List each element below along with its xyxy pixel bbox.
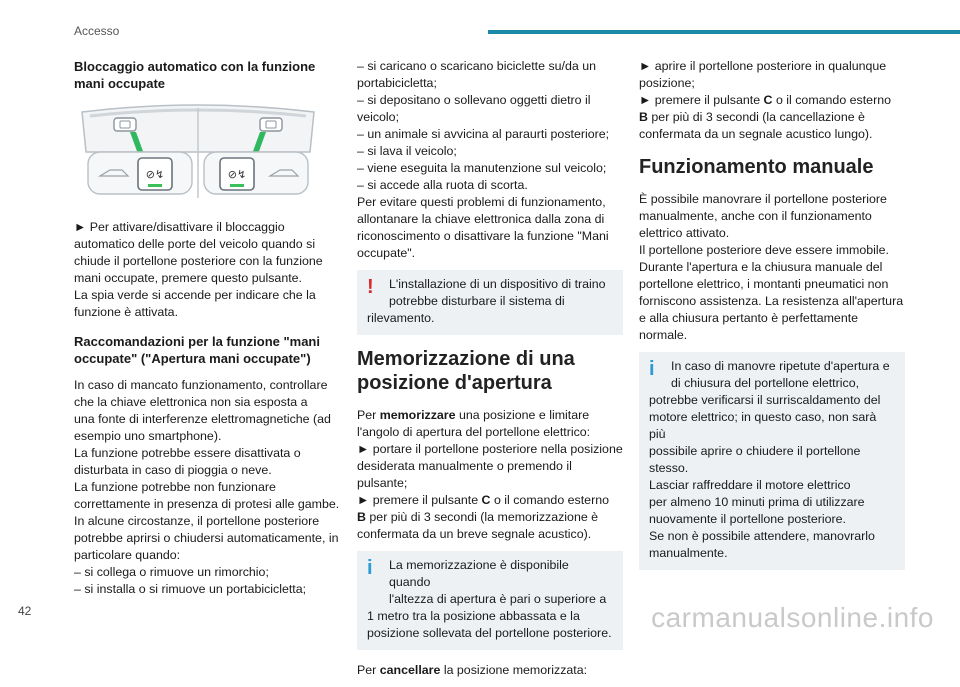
text-line: occupate". xyxy=(357,246,416,260)
text-line: Durante l'apertura e la chiusura manuale del xyxy=(639,260,883,274)
text-line: – si collega o rimuove un rimorchio; xyxy=(74,565,269,579)
text-line: L'installazione di un dispositivo di traino xyxy=(389,277,606,291)
text-line: funzione è attivata. xyxy=(74,305,179,319)
paragraph-cancel xyxy=(357,662,623,679)
text-line: confermata da un breve segnale acustico). xyxy=(357,527,592,541)
column-3 xyxy=(639,58,905,582)
paragraph-memorize xyxy=(357,407,623,543)
text-fragment: Per xyxy=(357,663,377,677)
text-line: forniscono assistenza. La resistenza all'apertura xyxy=(639,294,904,308)
text-line: automatico delle porte del veicolo quando si xyxy=(74,237,316,251)
text-line: normale. xyxy=(639,328,688,342)
heading-recommendations: Raccomandazioni per la funzione "mani occupate" ("Apertura mani occupate") xyxy=(74,334,320,366)
text-line xyxy=(357,492,623,509)
tailgate-illustration xyxy=(74,102,342,203)
text-line xyxy=(357,509,623,526)
paragraph-manual xyxy=(639,191,905,344)
text-line: nuovamente il portellone posteriore. xyxy=(649,512,846,526)
text-line: disturbata in caso di pioggia o neve. xyxy=(74,463,272,477)
text-line: portellone elettrico, i montanti pneumatici non xyxy=(639,277,889,291)
text-fragment: o il comando esterno xyxy=(775,93,891,107)
header-accent-bar xyxy=(488,30,960,34)
bold-term: memorizzare xyxy=(379,408,456,422)
paragraph-recommendations xyxy=(74,377,342,598)
text-fragment: ► premere il pulsante xyxy=(357,493,479,507)
bold-term: C xyxy=(481,493,491,507)
text-line: di chiusura del portellone elettrico, xyxy=(671,376,860,390)
text-line: possibile aprire o chiudere il portellone xyxy=(649,444,861,458)
text-line: una fonte di interferenze elettromagnetiche (ad xyxy=(74,412,331,426)
text-fragment: per più di 3 secondi (la memorizzazione è xyxy=(369,510,599,524)
text-line: particolare quando: xyxy=(74,548,181,562)
paragraph-cancel-steps xyxy=(639,58,905,143)
heading-memorize-position: Memorizzazione di una posizione d'apertura xyxy=(357,348,575,394)
text-line xyxy=(639,109,905,126)
text-line: rilevamento. xyxy=(367,311,435,325)
text-line: elettrico attivato. xyxy=(639,226,730,240)
text-line: motore elettrico; in questo caso, non sarà più xyxy=(649,410,877,441)
text-line: potrebbe aprirsi o chiudersi automaticamente, in xyxy=(74,531,339,545)
warning-icon: ! xyxy=(367,276,374,298)
text-line xyxy=(639,92,905,109)
bold-term: B xyxy=(639,110,648,124)
text-fragment: Per xyxy=(357,408,377,422)
text-line: riconoscimento o disattivare la funzione "Mani xyxy=(357,229,609,243)
text-fragment: la posizione memorizzata: xyxy=(443,663,588,677)
info-icon: i xyxy=(649,358,655,380)
column-2 xyxy=(357,58,623,687)
text-line: La funzione potrebbe non funzionare xyxy=(74,480,276,494)
list-item: – si depositano o sollevano oggetti dietro il xyxy=(357,93,591,107)
text-line: Il portellone posteriore deve essere immobile. xyxy=(639,243,890,257)
text-line: potrebbe disturbare il sistema di xyxy=(389,294,565,308)
info-box-overheat xyxy=(639,352,905,570)
text-fragment: ► premere il pulsante xyxy=(639,93,761,107)
text-line: 1 metro tra la posizione abbassata e la xyxy=(367,609,580,623)
page-number: 42 xyxy=(18,604,32,618)
text-line: che la chiave elettronica non sia esposta a xyxy=(74,395,308,409)
text-line: In caso di mancato funzionamento, controllare xyxy=(74,378,328,392)
text-line: ► portare il portellone posteriore nella posizione xyxy=(357,442,623,456)
text-fragment: o il comando esterno xyxy=(493,493,609,507)
text-line: desiderata manualmente o premendo il pulsante; xyxy=(357,459,572,490)
list-item: veicolo; xyxy=(357,110,400,124)
list-item: – si accede alla ruota di scorta. xyxy=(357,178,528,192)
text-line: allontanare la chiave elettronica dalla zona di xyxy=(357,212,605,226)
text-line: mani occupate, premere questo pulsante. xyxy=(74,271,302,285)
heading-manual-operation: Funzionamento manuale xyxy=(639,156,874,178)
text-line: posizione; xyxy=(639,76,695,90)
text-line xyxy=(357,407,623,424)
text-line: In alcune circostanze, il portellone posteriore xyxy=(74,514,320,528)
warning-box xyxy=(357,270,623,335)
text-line: l'angolo di apertura del portellone elettrico: xyxy=(357,425,591,439)
text-line: – si installa o si rimuove un portabicicletta; xyxy=(74,582,307,596)
list-item: portabicicletta; xyxy=(357,76,437,90)
text-line: l'altezza di apertura è pari o superiore a xyxy=(389,592,607,606)
text-line: ► Per attivare/disattivare il bloccaggio xyxy=(74,220,285,234)
list-item: – un animale si avvicina al paraurti posteriore; xyxy=(357,127,610,141)
bold-term: C xyxy=(763,93,773,107)
info-icon: i xyxy=(367,557,373,579)
text-line: posizione sollevata del portellone posteriore. xyxy=(367,626,612,640)
text-line: stesso. xyxy=(649,461,689,475)
text-line: Per evitare questi problemi di funzionamento, xyxy=(357,195,606,209)
text-line: La memorizzazione è disponibile quando xyxy=(389,558,569,589)
list-item: – si caricano o scaricano biciclette su/da un xyxy=(357,59,596,73)
text-line: chiude il portellone posteriore con la funzione xyxy=(74,254,323,268)
text-line: In caso di manovre ripetute d'apertura e xyxy=(671,359,890,373)
info-box xyxy=(357,551,623,650)
text-line: per almeno 10 minuti prima di utilizzare xyxy=(649,495,865,509)
text-line: È possibile manovrare il portellone posteriore xyxy=(639,192,887,206)
text-line: La spia verde si accende per indicare che la xyxy=(74,288,316,302)
text-line: esempio uno smartphone). xyxy=(74,429,222,443)
text-fragment: una posizione e limitare xyxy=(458,408,590,422)
text-line: potrebbe verificarsi il surriscaldamento del xyxy=(649,393,881,407)
text-line: manualmente. xyxy=(649,546,728,560)
list-situations xyxy=(357,58,623,262)
text-fragment: per più di 3 secondi (la cancellazione è xyxy=(651,110,865,124)
list-item: – viene eseguita la manutenzione sul veicolo; xyxy=(357,161,607,175)
list-item: – si lava il veicolo; xyxy=(357,144,457,158)
text-line: La funzione potrebbe essere disattivata o xyxy=(74,446,301,460)
text-line: Se non è possibile attendere, manovrarlo xyxy=(649,529,875,543)
svg-text:⊘↯: ⊘↯ xyxy=(145,168,165,181)
paragraph-activation xyxy=(74,219,342,321)
text-line: confermata da un segnale acustico lungo). xyxy=(639,127,873,141)
bold-term: cancellare xyxy=(379,663,441,677)
text-line: correttamente in presenza di protesi alle gambe. xyxy=(74,497,340,511)
text-line: manualmente, anche con il funzionamento xyxy=(639,209,872,223)
text-line: e alla chiusura pertanto è perfettamente xyxy=(639,311,859,325)
text-line xyxy=(357,662,623,679)
watermark: carmanualsonline.info xyxy=(651,602,934,633)
text-line: Lasciar raffreddare il motore elettrico xyxy=(649,478,851,492)
text-line: ► aprire il portellone posteriore in qualunque xyxy=(639,59,887,73)
header-title: Accesso xyxy=(74,24,120,38)
heading-hands-free-lock: Bloccaggio automatico con la funzione mani occupate xyxy=(74,59,316,91)
column-1 xyxy=(74,58,342,606)
svg-text:⊘↯: ⊘↯ xyxy=(227,168,247,181)
bold-term: B xyxy=(357,510,366,524)
